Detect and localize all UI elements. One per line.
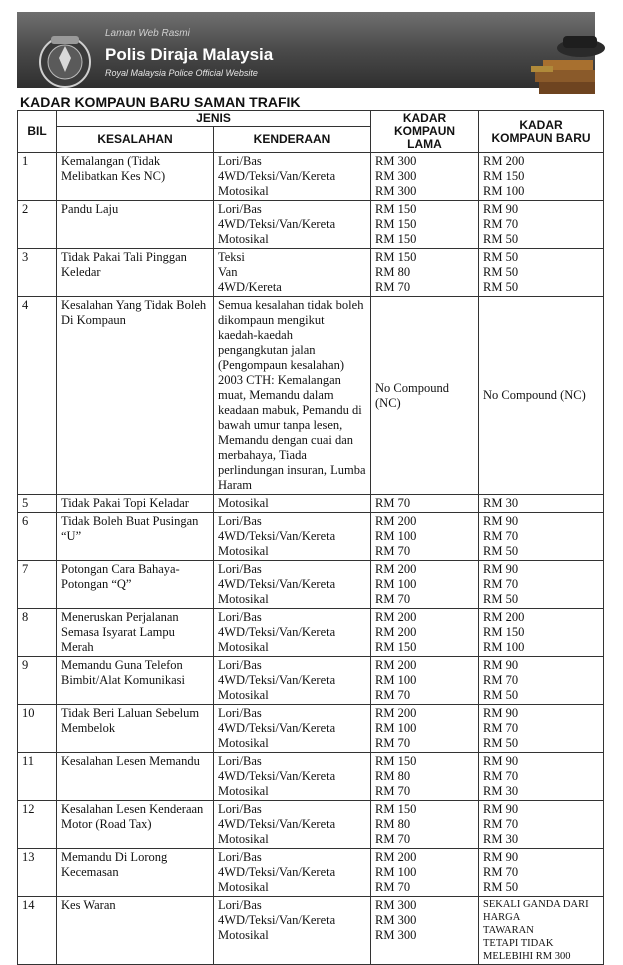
cell-kadar-baru <box>479 513 604 561</box>
cell-kadar-lama: No Compound (NC) <box>371 297 479 495</box>
cell-bil: 6 <box>18 513 57 561</box>
cell-kadar-lama-line: RM 300 <box>375 169 417 183</box>
cell-kadar-lama <box>371 657 479 705</box>
cell-kadar-lama-line: RM 100 <box>375 721 417 735</box>
cell-kadar-baru-line: RM 50 <box>483 592 519 606</box>
cell-kadar-baru <box>479 801 604 849</box>
cell-kenderaan-line: 4WD/Teksi/Van/Kereta <box>218 817 336 831</box>
cell-kenderaan-line: Motosikal <box>218 640 269 654</box>
cell-kesalahan: Tidak Boleh Buat Pusingan “U” <box>57 513 214 561</box>
table-row <box>18 201 604 249</box>
cell-kenderaan-line: Lori/Bas <box>218 850 262 864</box>
cell-kenderaan <box>214 495 371 513</box>
cell-kesalahan: Tidak Beri Laluan Sebelum Membelok <box>57 705 214 753</box>
cell-kenderaan-line: Lori/Bas <box>218 706 262 720</box>
header-kenderaan: KENDERAAN <box>214 127 371 153</box>
cell-kadar-baru-line: RM 200 <box>483 154 525 168</box>
cell-kadar-baru-line: RM 70 <box>483 577 519 591</box>
cell-kadar-lama-line: RM 300 <box>375 913 417 927</box>
cell-bil: 1 <box>18 153 57 201</box>
cell-kenderaan-line: Motosikal <box>218 232 269 246</box>
cell-kadar-baru <box>479 849 604 897</box>
cell-kenderaan <box>214 609 371 657</box>
cell-kadar-lama <box>371 849 479 897</box>
compound-rates-table <box>17 110 604 965</box>
cell-kadar-lama-line: RM 300 <box>375 184 417 198</box>
cell-kadar-baru-line: RM 100 <box>483 184 525 198</box>
cell-kenderaan-line: Motosikal <box>218 496 269 510</box>
cell-kadar-lama-line: RM 80 <box>375 265 411 279</box>
cell-kadar-baru <box>479 657 604 705</box>
cell-kadar-baru <box>479 753 604 801</box>
cell-kesalahan: Memandu Di Lorong Kecemasan <box>57 849 214 897</box>
cell-kenderaan-line: Lori/Bas <box>218 802 262 816</box>
banner-tagline: Laman Web Rasmi <box>105 28 190 39</box>
cell-kadar-baru <box>479 705 604 753</box>
cell-kenderaan-line: Motosikal <box>218 544 269 558</box>
banner-title: Polis Diraja Malaysia <box>105 45 274 64</box>
cell-bil: 9 <box>18 657 57 705</box>
cell-kadar-baru-line: RM 50 <box>483 250 519 264</box>
cell-kadar-baru-line: RM 30 <box>483 832 519 846</box>
cell-kenderaan-line: 4WD/Teksi/Van/Kereta <box>218 913 336 927</box>
cell-kadar-lama <box>371 513 479 561</box>
cell-kadar-baru-line: RM 70 <box>483 673 519 687</box>
header-kadar-baru-line2: KOMPAUN BARU <box>491 130 591 145</box>
table-row <box>18 657 604 705</box>
table-row <box>18 153 604 201</box>
cell-kadar-lama-line: RM 300 <box>375 898 417 912</box>
cell-kadar-lama-line: RM 100 <box>375 673 417 687</box>
cell-kadar-baru-line: RM 70 <box>483 529 519 543</box>
cell-kadar-baru-line: RM 50 <box>483 232 519 246</box>
header-row-1 <box>18 111 604 127</box>
cell-kadar-baru <box>479 897 604 965</box>
cell-kenderaan-line: Motosikal <box>218 880 269 894</box>
cell-kadar-baru-line: SEKALI GANDA DARI HARGA <box>483 899 589 923</box>
cell-bil: 13 <box>18 849 57 897</box>
cell-kadar-lama-line: RM 300 <box>375 928 417 942</box>
cell-kadar-baru <box>479 561 604 609</box>
cell-kadar-lama-line: RM 200 <box>375 625 417 639</box>
cell-kenderaan: Semua kesalahan tidak boleh dikompaun mengikut kaedah-kaedah pengangkutan jalan (Pengompaun kesalahan) 2003 CTH: Kemalangan muat, Memandu dalam keadaan mabuk, Pemandu di bawah umur tanpa lesen, Memandu dengan cuai dan merbahaya, Tiada perlindungan insuran, Lumba Haram <box>214 297 371 495</box>
cell-kadar-lama-line: RM 70 <box>375 784 411 798</box>
page-title: KADAR KOMPAUN BARU SAMAN TRAFIK <box>20 94 301 110</box>
cell-kenderaan-line: Teksi <box>218 250 245 264</box>
cell-kenderaan-line: Motosikal <box>218 688 269 702</box>
cell-kadar-lama-line: RM 70 <box>375 544 411 558</box>
cell-kadar-baru-line: RM 50 <box>483 544 519 558</box>
cell-kadar-baru-line: TETAPI TIDAK MELEBIHI RM 300 <box>483 938 571 962</box>
cell-kesalahan: Kesalahan Yang Tidak Boleh Di Kompaun <box>57 297 214 495</box>
cell-kenderaan-line: Lori/Bas <box>218 898 262 912</box>
cell-kadar-lama-line: RM 100 <box>375 577 417 591</box>
cell-kadar-lama-line: RM 150 <box>375 202 417 216</box>
cell-kadar-lama <box>371 249 479 297</box>
cell-kadar-lama-line: RM 150 <box>375 250 417 264</box>
cell-kadar-lama-line: RM 80 <box>375 817 411 831</box>
cell-kadar-baru-line: RM 50 <box>483 280 519 294</box>
header-kadar-lama-line1: KADAR <box>402 111 447 125</box>
cell-kesalahan: Kesalahan Lesen Kenderaan Motor (Road Tax) <box>57 801 214 849</box>
cell-kenderaan <box>214 201 371 249</box>
cell-kadar-lama-line: RM 300 <box>375 154 417 168</box>
cell-kesalahan: Kemalangan (Tidak Melibatkan Kes NC) <box>57 153 214 201</box>
cell-kadar-lama-line: RM 200 <box>375 562 417 576</box>
cell-kadar-lama <box>371 801 479 849</box>
cell-kenderaan <box>214 753 371 801</box>
cell-kenderaan-line: Lori/Bas <box>218 202 262 216</box>
header-kadar-baru-line1: KADAR <box>519 117 563 132</box>
cell-kadar-baru-line: RM 70 <box>483 721 519 735</box>
cell-kadar-lama-line: RM 80 <box>375 769 411 783</box>
table-row <box>18 561 604 609</box>
cell-kenderaan-line: 4WD/Teksi/Van/Kereta <box>218 529 336 543</box>
cell-kenderaan-line: 4WD/Kereta <box>218 280 282 294</box>
cell-kenderaan-line: Motosikal <box>218 832 269 846</box>
cell-kadar-lama <box>371 753 479 801</box>
cell-kenderaan-line: Motosikal <box>218 928 269 942</box>
cell-kadar-baru <box>479 249 604 297</box>
cell-kenderaan <box>214 705 371 753</box>
header-bil: BIL <box>18 111 57 153</box>
cell-kenderaan <box>214 513 371 561</box>
cell-kadar-lama <box>371 495 479 513</box>
banner-subtitle: Royal Malaysia Police Official Website <box>105 68 258 78</box>
cell-kadar-lama-line: RM 150 <box>375 802 417 816</box>
table-row <box>18 897 604 965</box>
cell-kenderaan <box>214 657 371 705</box>
cell-kenderaan-line: 4WD/Teksi/Van/Kereta <box>218 577 336 591</box>
cell-kenderaan-line: 4WD/Teksi/Van/Kereta <box>218 673 336 687</box>
cell-kesalahan: Kes Waran <box>57 897 214 965</box>
cell-kadar-lama-line: RM 150 <box>375 640 417 654</box>
cell-kenderaan-line: Lori/Bas <box>218 514 262 528</box>
cell-kenderaan-line: Lori/Bas <box>218 610 262 624</box>
cell-bil: 10 <box>18 705 57 753</box>
cell-kenderaan-line: Motosikal <box>218 592 269 606</box>
cell-kadar-lama-line: RM 200 <box>375 706 417 720</box>
cell-kesalahan: Memandu Guna Telefon Bimbit/Alat Komunikasi <box>57 657 214 705</box>
cell-kadar-lama-line: RM 200 <box>375 658 417 672</box>
site-banner <box>17 12 595 88</box>
table-row <box>18 801 604 849</box>
cell-kenderaan <box>214 249 371 297</box>
cell-kadar-baru-line: RM 200 <box>483 610 525 624</box>
cell-kesalahan: Kesalahan Lesen Memandu <box>57 753 214 801</box>
table-row <box>18 609 604 657</box>
cell-bil: 11 <box>18 753 57 801</box>
cell-kadar-baru-line: RM 90 <box>483 706 519 720</box>
cell-kadar-baru-line: TAWARAN <box>483 925 534 936</box>
cell-kadar-lama-line: RM 70 <box>375 688 411 702</box>
cell-kadar-baru <box>479 201 604 249</box>
cell-kadar-lama <box>371 153 479 201</box>
cell-kenderaan-line: 4WD/Teksi/Van/Kereta <box>218 865 336 879</box>
cell-kadar-lama-line: RM 200 <box>375 850 417 864</box>
cell-bil: 7 <box>18 561 57 609</box>
cell-kadar-lama-line: RM 200 <box>375 514 417 528</box>
cell-bil: 8 <box>18 609 57 657</box>
table-row <box>18 513 604 561</box>
cell-kenderaan-line: Motosikal <box>218 784 269 798</box>
cell-kadar-baru-line: RM 70 <box>483 217 519 231</box>
cell-bil: 12 <box>18 801 57 849</box>
cell-kenderaan-line: Motosikal <box>218 184 269 198</box>
cell-kenderaan-line: Lori/Bas <box>218 562 262 576</box>
cell-kenderaan-line: 4WD/Teksi/Van/Kereta <box>218 625 336 639</box>
cell-kenderaan <box>214 561 371 609</box>
cell-kenderaan-line: 4WD/Teksi/Van/Kereta <box>218 721 336 735</box>
header-kadar-baru <box>479 111 604 153</box>
cell-kenderaan-line: Lori/Bas <box>218 658 262 672</box>
cell-kadar-lama-line: RM 70 <box>375 280 411 294</box>
cell-kenderaan-line: Lori/Bas <box>218 754 262 768</box>
cell-kadar-lama <box>371 897 479 965</box>
cell-kadar-lama-line: RM 100 <box>375 865 417 879</box>
cell-kadar-lama-line: RM 70 <box>375 496 411 510</box>
cell-kenderaan-line: Van <box>218 265 238 279</box>
cell-kadar-baru-line: RM 90 <box>483 658 519 672</box>
cell-kenderaan-line: 4WD/Teksi/Van/Kereta <box>218 769 336 783</box>
cell-kadar-baru-line: RM 50 <box>483 880 519 894</box>
cell-kadar-baru-line: RM 30 <box>483 496 519 510</box>
cell-kesalahan: Pandu Laju <box>57 201 214 249</box>
header-kesalahan: KESALAHAN <box>57 127 214 153</box>
cell-kadar-baru-line: RM 30 <box>483 784 519 798</box>
cell-bil: 3 <box>18 249 57 297</box>
table-row <box>18 753 604 801</box>
cell-kadar-baru-line: RM 150 <box>483 169 525 183</box>
cell-kesalahan: Meneruskan Perjalanan Semasa Isyarat Lampu Merah <box>57 609 214 657</box>
table-row <box>18 249 604 297</box>
cell-kadar-baru-line: RM 90 <box>483 802 519 816</box>
cell-kadar-baru <box>479 609 604 657</box>
cell-kadar-lama <box>371 201 479 249</box>
table-row <box>18 495 604 513</box>
cell-bil: 5 <box>18 495 57 513</box>
cell-kesalahan: Tidak Pakai Topi Keladar <box>57 495 214 513</box>
cell-kesalahan: Tidak Pakai Tali Pinggan Keledar <box>57 249 214 297</box>
cell-kadar-lama-line: RM 150 <box>375 217 417 231</box>
header-kadar-lama-line3: LAMA <box>407 137 442 151</box>
cell-kadar-baru-line: RM 70 <box>483 865 519 879</box>
cell-kadar-baru-line: RM 90 <box>483 562 519 576</box>
cell-kenderaan-line: Lori/Bas <box>218 154 262 168</box>
cell-bil: 4 <box>18 297 57 495</box>
table-row <box>18 849 604 897</box>
cell-kenderaan <box>214 849 371 897</box>
header-kadar-lama <box>371 111 479 153</box>
cell-kenderaan-line: Motosikal <box>218 736 269 750</box>
cell-kadar-lama-line: RM 100 <box>375 529 417 543</box>
cell-kadar-baru-line: RM 50 <box>483 688 519 702</box>
cell-kenderaan-line: 4WD/Teksi/Van/Kereta <box>218 217 336 231</box>
cell-kadar-baru-line: RM 50 <box>483 265 519 279</box>
cell-kadar-baru-line: RM 50 <box>483 736 519 750</box>
table-row <box>18 297 604 495</box>
cell-kenderaan-line: 4WD/Teksi/Van/Kereta <box>218 169 336 183</box>
cell-kadar-lama-line: RM 70 <box>375 592 411 606</box>
table-row <box>18 705 604 753</box>
cell-kadar-baru-line: RM 90 <box>483 514 519 528</box>
cell-kadar-lama-line: RM 150 <box>375 754 417 768</box>
cell-bil: 2 <box>18 201 57 249</box>
cell-kesalahan: Potongan Cara Bahaya- Potongan “Q” <box>57 561 214 609</box>
cell-kadar-baru <box>479 153 604 201</box>
cell-kenderaan <box>214 897 371 965</box>
cell-kadar-baru-line: RM 90 <box>483 754 519 768</box>
cell-kadar-lama <box>371 561 479 609</box>
cell-kadar-lama-line: RM 150 <box>375 232 417 246</box>
cell-kadar-lama-line: RM 200 <box>375 610 417 624</box>
header-kadar-lama-line2: KOMPAUN <box>393 124 456 138</box>
cell-kadar-baru-line: RM 70 <box>483 817 519 831</box>
cell-kenderaan <box>214 153 371 201</box>
cell-kadar-baru: No Compound (NC) <box>479 297 604 495</box>
cell-kadar-baru-line: RM 90 <box>483 202 519 216</box>
cell-kadar-lama-line: RM 70 <box>375 832 411 846</box>
table-body <box>18 153 604 965</box>
cell-kadar-lama-line: RM 70 <box>375 880 411 894</box>
cell-kadar-baru <box>479 495 604 513</box>
cell-kadar-lama-line: RM 70 <box>375 736 411 750</box>
compound-table-wrapper <box>17 110 603 965</box>
cell-kenderaan <box>214 801 371 849</box>
police-crest-icon <box>37 32 93 90</box>
cell-kadar-lama <box>371 705 479 753</box>
header-jenis: JENIS <box>57 111 371 127</box>
cell-kadar-baru-line: RM 100 <box>483 640 525 654</box>
cell-kadar-baru-line: RM 70 <box>483 769 519 783</box>
cell-kadar-baru-line: RM 90 <box>483 850 519 864</box>
cell-kadar-baru-line: RM 150 <box>483 625 525 639</box>
books-and-cap-icon <box>529 26 609 98</box>
cell-kadar-lama <box>371 609 479 657</box>
cell-bil: 14 <box>18 897 57 965</box>
